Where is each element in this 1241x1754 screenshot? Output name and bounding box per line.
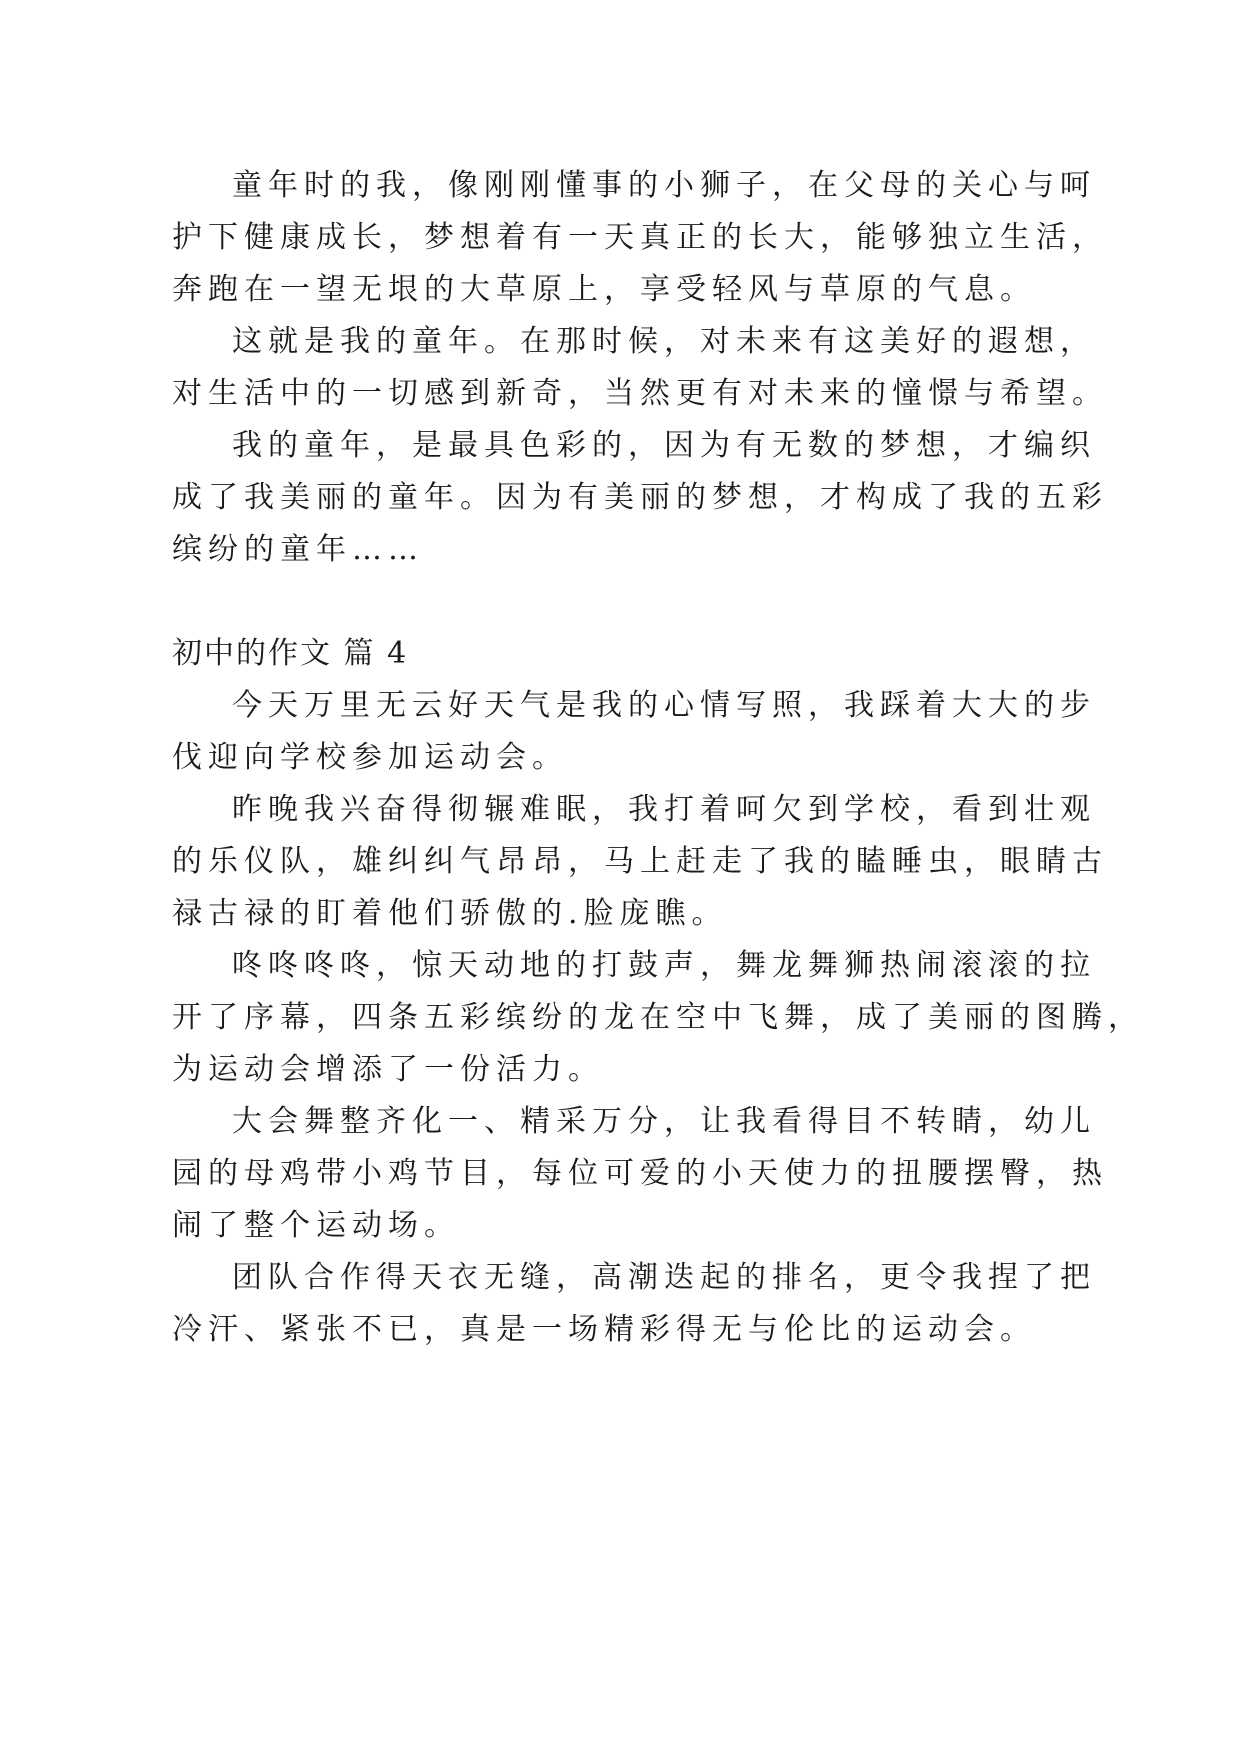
paragraph-line: 为运动会增添了一份活力。 bbox=[172, 1052, 604, 1087]
paragraph-line: 禄古禄的盯着他们骄傲的.脸庞瞧。 bbox=[172, 896, 728, 931]
paragraph-line: 大会舞整齐化一、精采万分，让我看得目不转睛，幼儿 bbox=[232, 1104, 1096, 1139]
paragraph-line: 开了序幕，四条五彩缤纷的龙在空中飞舞，成了美丽的图腾， bbox=[172, 1000, 1144, 1035]
paragraph-line: 的乐仪队，雄纠纠气昂昂，马上赶走了我的瞌睡虫，眼睛古 bbox=[172, 844, 1108, 879]
paragraph-line: 奔跑在一望无垠的大草原上，享受轻风与草原的气息。 bbox=[172, 272, 1036, 307]
paragraph-line: 今天万里无云好天气是我的心情写照，我踩着大大的步 bbox=[232, 688, 1096, 723]
paragraph-line: 童年时的我，像刚刚懂事的小狮子，在父母的关心与呵 bbox=[232, 168, 1096, 203]
section-heading: 初中的作文 篇 4 bbox=[172, 636, 409, 671]
paragraph-line: 咚咚咚咚，惊天动地的打鼓声，舞龙舞狮热闹滚滚的拉 bbox=[232, 948, 1096, 983]
paragraph-line: 昨晚我兴奋得彻辗难眠，我打着呵欠到学校，看到壮观 bbox=[232, 792, 1096, 827]
paragraph-line: 园的母鸡带小鸡节目，每位可爱的小天使力的扭腰摆臀，热 bbox=[172, 1156, 1108, 1191]
paragraph-line: 缤纷的童年…… bbox=[172, 532, 424, 567]
paragraph-line: 成了我美丽的童年。因为有美丽的梦想，才构成了我的五彩 bbox=[172, 480, 1108, 515]
paragraph-line: 团队合作得天衣无缝，高潮迭起的排名，更令我捏了把 bbox=[232, 1260, 1096, 1295]
paragraph-line: 伐迎向学校参加运动会。 bbox=[172, 740, 568, 775]
paragraph-line: 护下健康成长，梦想着有一天真正的长大，能够独立生活， bbox=[172, 220, 1108, 255]
paragraph-line: 对生活中的一切感到新奇，当然更有对未来的憧憬与希望。 bbox=[172, 376, 1108, 411]
paragraph-line: 这就是我的童年。在那时候，对未来有这美好的遐想， bbox=[232, 324, 1096, 359]
paragraph-line: 冷汗、紧张不已，真是一场精彩得无与伦比的运动会。 bbox=[172, 1312, 1036, 1347]
paragraph-line: 闹了整个运动场。 bbox=[172, 1208, 460, 1243]
paragraph-line: 我的童年，是最具色彩的，因为有无数的梦想，才编织 bbox=[232, 428, 1096, 463]
